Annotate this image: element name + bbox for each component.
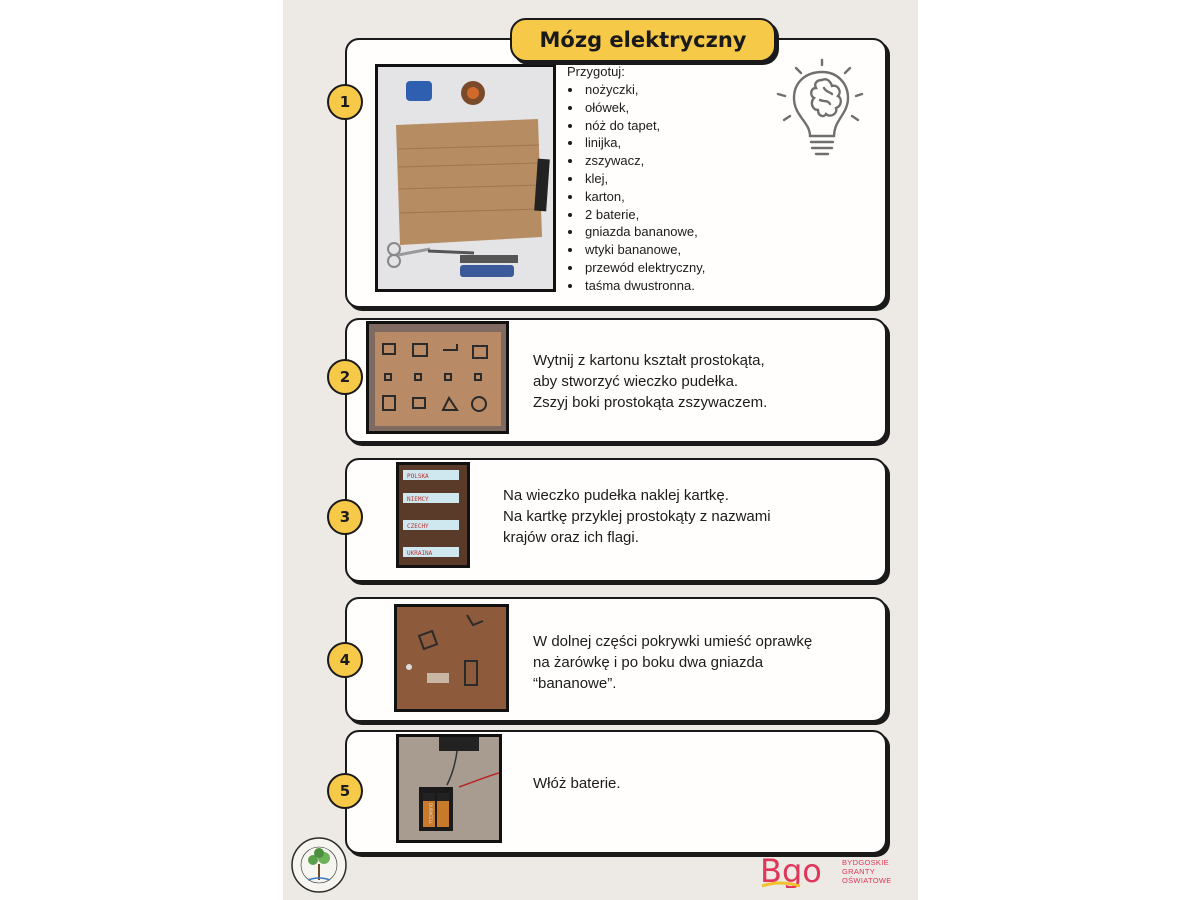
step-2-line: Zszyj boki prostokąta zszywaczem. — [533, 394, 768, 411]
school-seal-logo — [290, 836, 348, 899]
bgo-logo-line: OŚWIATOWE — [842, 875, 892, 885]
flag-label: CZECHY — [407, 523, 429, 530]
step-3-line: Na wieczko pudełka naklej kartkę. — [503, 487, 729, 504]
step-5-text — [533, 773, 621, 794]
materials-list — [567, 81, 705, 295]
materials-item: • nóż do tapet, — [583, 117, 705, 135]
step-1-photo — [375, 64, 556, 292]
materials-item: • linijka, — [583, 134, 705, 152]
step-3-photo — [396, 462, 470, 568]
materials-label: Przygotuj: — [567, 64, 625, 79]
step-2-photo — [366, 321, 509, 434]
materials-item: • taśma dwustronna. — [583, 277, 705, 295]
step-4-line: na żarówkę i po boku dwa gniazda — [533, 654, 764, 671]
flag-label: NIEMCY — [407, 496, 429, 503]
step-4-text — [533, 631, 812, 694]
step-4-line: “bananowe”. — [533, 675, 617, 692]
step-3-line: krajów oraz ich flagi. — [503, 529, 639, 546]
step-4-line: W dolnej części pokrywki umieść oprawkę — [533, 633, 813, 650]
bgo-logo-text — [842, 858, 892, 885]
step-number-5: 5 — [327, 773, 363, 809]
bgo-logo-mark — [760, 854, 838, 888]
flag-label: POLSKA — [407, 473, 429, 480]
step-number-2: 2 — [327, 359, 363, 395]
step-2-line: aby stworzyć wieczko pudełka. — [533, 373, 739, 390]
step-5-line: Włóż baterie. — [533, 775, 621, 792]
materials-item: • gniazda bananowe, — [583, 223, 705, 241]
lightbulb-brain-icon — [770, 58, 870, 163]
materials-item: • ołówek, — [583, 99, 705, 117]
step-2-line: Wytnij z kartonu kształt prostokąta, — [533, 352, 765, 369]
battery-brand: DURACELL — [428, 803, 433, 825]
step-number-3: 3 — [327, 499, 363, 535]
bgo-logo — [760, 854, 892, 888]
materials-item: • nożyczki, — [583, 81, 705, 99]
page-title: Mózg elektryczny — [510, 18, 776, 62]
step-3-line: Na kartkę przyklej prostokąty z nazwami — [503, 508, 771, 525]
step-number-4: 4 — [327, 642, 363, 678]
step-3-text — [503, 485, 771, 548]
materials-item: • wtyki bananowe, — [583, 241, 705, 259]
materials-item: • 2 baterie, — [583, 206, 705, 224]
flag-label: UKRAINA — [407, 550, 433, 557]
bgo-logo-line: GRANTY — [842, 866, 876, 876]
materials-item: • zszywacz, — [583, 152, 705, 170]
step-number-1: 1 — [327, 84, 363, 120]
materials-item: • karton, — [583, 188, 705, 206]
bgo-logo-line: BYDGOSKIE — [842, 857, 889, 867]
step-5-photo — [396, 734, 502, 843]
step-2-text — [533, 350, 767, 413]
materials-item: • klej, — [583, 170, 705, 188]
step-4-photo — [394, 604, 509, 712]
bgo-logo-letters: Bgo — [760, 854, 822, 888]
materials-item: • przewód elektryczny, — [583, 259, 705, 277]
